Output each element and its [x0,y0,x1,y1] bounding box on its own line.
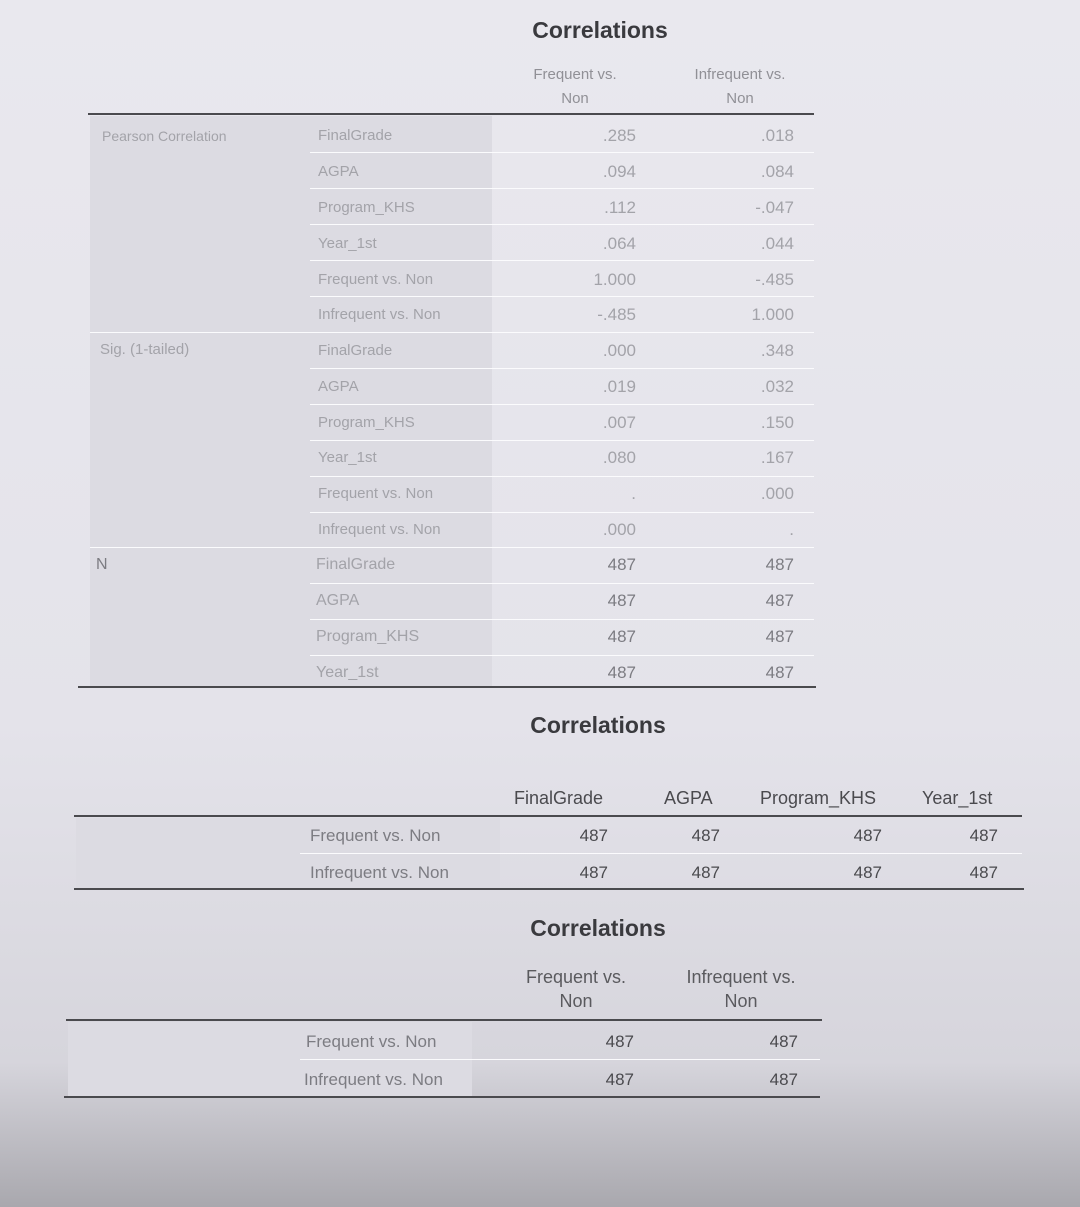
row-label: Year_1st [318,235,377,252]
cell-value: 487 [769,1070,798,1089]
cell-value: .084 [760,162,794,181]
cell-value: .000 [602,341,636,360]
row-divider [310,476,814,477]
cell-value: 487 [853,826,882,845]
row-divider [310,188,814,189]
group-divider [90,547,814,548]
table-3-bottom-rule [64,1096,820,1098]
group-divider [90,332,814,333]
row-divider [310,224,814,225]
row-label: Frequent vs. Non [306,1032,437,1051]
cell-value: .080 [602,448,636,467]
row-label: AGPA [318,378,359,395]
table-1-bottom-rule [78,686,816,688]
row-divider [310,404,814,405]
cell-value: 1.000 [751,305,794,324]
row-label: Year_1st [316,664,379,681]
row-label: FinalGrade [318,127,393,144]
table-3-top-rule [66,1019,822,1021]
cell-value: 487 [853,863,882,882]
row-label: Frequent vs. Non [318,485,434,502]
cell-value: 487 [765,627,794,646]
cell-value: 487 [607,627,636,646]
row-divider [310,512,814,513]
cell-value: .000 [602,520,636,539]
table-2-col-header-4: Year_1st [922,788,993,808]
cell-value: 487 [607,555,636,574]
cell-value: 487 [969,826,998,845]
table-2-col-header-2: AGPA [664,788,713,808]
table-1-col-header-1: Frequent vs. Non [533,66,617,107]
row-label: Infrequent vs. Non [310,863,449,882]
row-label: Program_KHS [318,199,415,216]
row-label: FinalGrade [318,342,393,359]
table-2-top-rule [74,815,1022,817]
row-divider [310,440,814,441]
row-divider [310,619,814,620]
cell-value: 487 [769,1032,798,1051]
cell-value: 487 [579,826,608,845]
cell-value: .032 [760,377,794,396]
table-1-row-header-shade [90,116,492,686]
row-label: Year_1st [318,449,377,466]
cell-value: . [631,484,636,503]
row-label: Frequent vs. Non [310,826,441,845]
row-label: Infrequent vs. Non [304,1070,443,1089]
row-divider [300,1059,820,1060]
row-label: Infrequent vs. Non [318,521,441,538]
row-divider [300,853,1022,854]
cell-value: -.047 [755,198,794,217]
row-divider [310,296,814,297]
cell-value: .018 [760,126,794,145]
table-2-bottom-rule [74,888,1024,890]
row-label: Program_KHS [318,414,415,431]
group-label-n: N [96,556,108,573]
cell-value: 487 [605,1032,634,1051]
cell-value: 487 [607,591,636,610]
table-2-col-header-3: Program_KHS [760,788,877,808]
row-label: AGPA [316,592,360,609]
cell-value: .150 [760,413,794,432]
row-label: AGPA [318,163,359,180]
table-3-col-header-1: Frequent vs. Non [525,967,627,1011]
row-label: Frequent vs. Non [318,271,434,288]
row-divider [310,368,814,369]
cell-value: .000 [760,484,794,503]
cell-value: .007 [602,413,636,432]
cell-value: .044 [760,234,794,253]
row-label: Infrequent vs. Non [318,306,441,323]
row-divider [310,152,814,153]
cell-value: 487 [579,863,608,882]
table-2-col-header-1: FinalGrade [514,788,604,808]
cell-value: 487 [691,826,720,845]
row-divider [310,260,814,261]
group-label-pearson: Pearson Correlation [102,128,227,144]
cell-value: 487 [691,863,720,882]
cell-value: 487 [765,663,794,682]
row-label: FinalGrade [316,556,396,573]
group-label-sig: Sig. (1-tailed) [100,341,190,358]
row-label: Program_KHS [316,628,420,645]
cell-value: .285 [602,126,636,145]
table-3-title: Correlations [530,915,666,941]
cell-value: -.485 [597,305,636,324]
table-1-col-header-2: Infrequent vs. Non [694,66,786,107]
cell-value: .019 [602,377,636,396]
cell-value: 487 [605,1070,634,1089]
cell-value: .064 [602,234,636,253]
cell-value: .348 [760,341,794,360]
cell-value: .094 [602,162,636,181]
table-2-title: Correlations [530,712,666,738]
table-3-col-header-2: Infrequent vs. Non [686,967,796,1011]
cell-value: . [789,520,794,539]
table-1-top-rule [88,113,814,115]
row-divider [310,583,814,584]
table-1-title: Correlations [532,17,668,43]
cell-value: 487 [765,555,794,574]
cell-value: .112 [604,198,636,217]
cell-value: -.485 [755,270,794,289]
row-divider [310,655,814,656]
cell-value: 487 [765,591,794,610]
cell-value: 487 [969,863,998,882]
cell-value: .167 [760,448,794,467]
cell-value: 1.000 [593,270,636,289]
cell-value: 487 [607,663,636,682]
